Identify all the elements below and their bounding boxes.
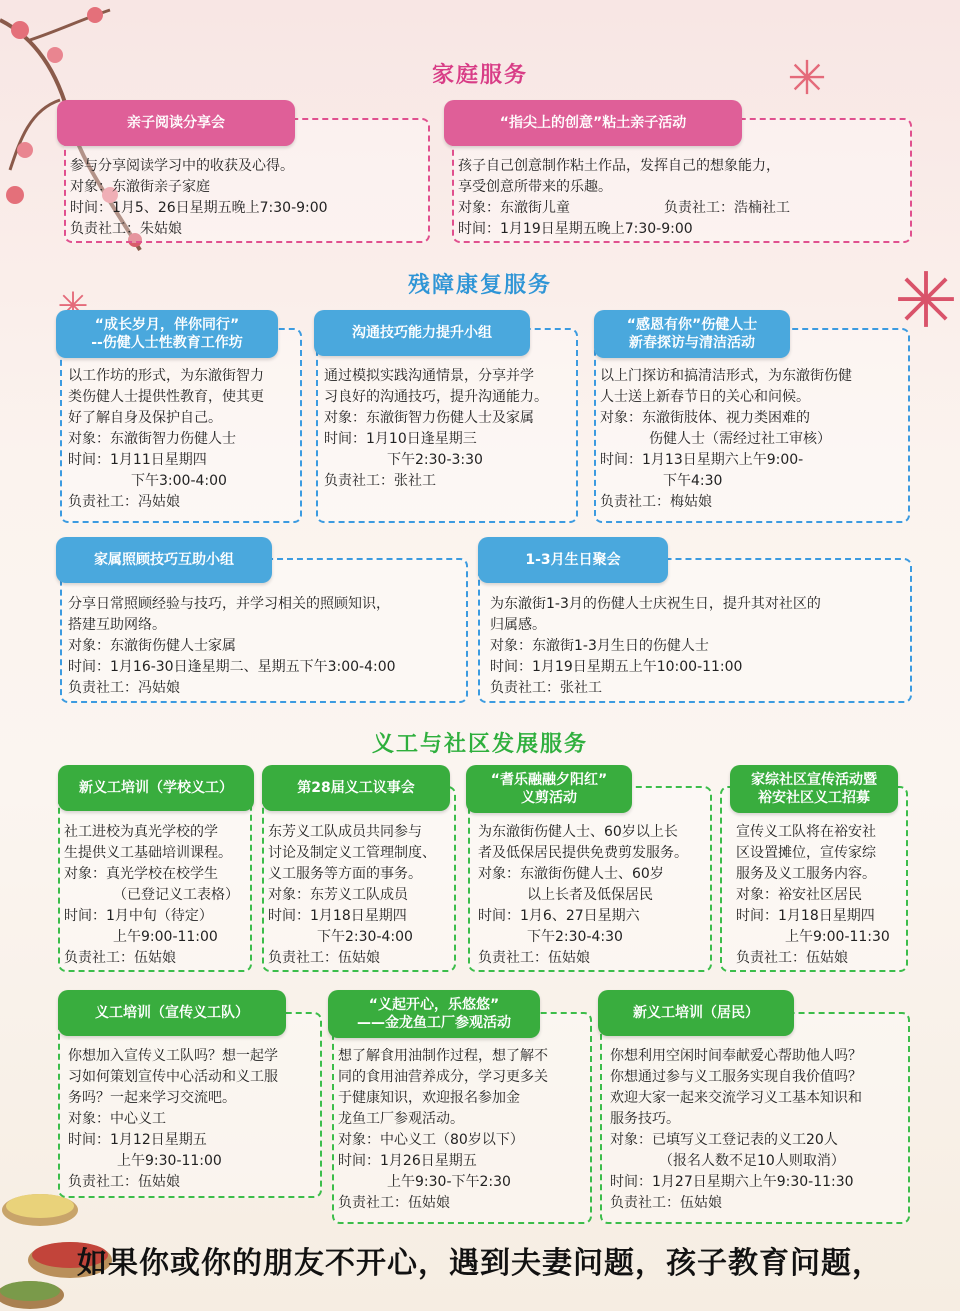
card-body: 为东澈街伤健人士、60岁以上长 者及低保居民提供免费剪发服务。 对象：东澈街伤健人士、60岁 以上长者及低保居民 时间：1月6、27日星期六 下午2:30-4:30 负责社工：伍姑娘	[478, 824, 688, 966]
card-title: “义起开心，乐悠悠” ——金龙鱼工厂参观活动	[328, 990, 540, 1038]
card-title: 家属照顾技巧互助小组	[56, 537, 272, 583]
section-title-volunteer: 义工与社区发展服务	[371, 732, 588, 757]
card-body: 孩子自己创意制作粘土作品，发挥自己的想象能力， 享受创意所带来的乐趣。 对象：东澈街儿童 负责社工：浩楠社工 时间：1月19日星期五晚上7:30-9:00	[458, 158, 790, 237]
card-title: 新义工培训（学校义工）	[58, 765, 254, 811]
card-body: 以工作坊的形式，为东澈街智力 类伤健人士提供性教育，使其更 好了解自身及保护自己。 对象：东澈街智力伤健人士 时间：1月11日星期四 下午3:00-4:00 负责社工：冯姑娘	[68, 368, 264, 510]
card-title: “感恩有你”伤健人士 新春探访与清洁活动	[594, 310, 790, 358]
card-body: 通过模拟实践沟通情景，分享并学 习良好的沟通技巧，提升沟通能力。 对象：东澈街智力伤健人士及家属 时间：1月10日逢星期三 下午2:30-3:30 负责社工：张社工	[324, 368, 548, 489]
card-title: 1-3月生日聚会	[478, 537, 668, 583]
card-body: 分享日常照顾经验与技巧，并学习相关的照顾知识， 搭建互助网络。 对象：东澈街伤健人士家属 时间：1月16-30日逢星期二、星期五下午3:00-4:00 负责社工：冯姑娘	[68, 596, 396, 696]
card-title: 亲子阅读分享会	[57, 100, 295, 146]
card-title: “成长岁月，伴你同行” --伤健人士性教育工作坊	[56, 310, 278, 358]
card-body: 参与分享阅读学习中的收获及心得。 对象：东澈街亲子家庭 时间：1月5、26日星期五晚上7:30-9:00 负责社工：朱姑娘	[70, 158, 328, 237]
card-title: “指尖上的创意”粘土亲子活动	[444, 100, 742, 146]
footer-message: 如果你或你的朋友不开心，遇到夫妻问题，孩子教育问题，	[77, 1246, 883, 1281]
card-title: 新义工培训（居民）	[598, 990, 794, 1036]
card-title: 第28届义工议事会	[262, 765, 450, 811]
card-title: 义工培训（宣传义工队）	[58, 990, 286, 1036]
card-body: 你想加入宣传义工队吗？想一起学 习如何策划宣传中心活动和义工服 务吗？一起来学习交流吧。 对象：中心义工 时间：1月12日星期五 上午9:30-11:00 负责社工：伍姑娘	[68, 1048, 278, 1190]
card-body: 东芳义工队成员共同参与 讨论及制定义工管理制度、 义工服务等方面的事务。 对象：东芳义工队成员 时间：1月18日星期四 下午2:30-4:00 负责社工：伍姑娘	[268, 824, 436, 966]
section-title-rehab: 残障康复服务	[407, 273, 552, 298]
card-title: “耆乐融融夕阳红” 义剪活动	[466, 765, 632, 813]
card-body: 为东澈街1-3月的伤健人士庆祝生日，提升其对社区的 归属感。 对象：东澈街1-3月生日的伤健人士 时间：1月19日星期五上午10:00-11:00 负责社工：张社工	[490, 596, 821, 696]
card-body: 宣传义工队将在裕安社 区设置摊位，宣传家综 服务及义工服务内容。 对象：裕安社区居民 时间：1月18日星期四 上午9:00-11:30 负责社工：伍姑娘	[736, 824, 890, 966]
card-title: 家综社区宣传活动暨 裕安社区义工招募	[730, 765, 898, 813]
card-body: 社工进校为真光学校的学 生提供义工基础培训课程。 对象：真光学校在校学生 （已登记义工表格） 时间：1月中旬（待定） 上午9:00-11:00 负责社工：伍姑娘	[64, 824, 239, 966]
card-body: 想了解食用油制作过程，想了解不 同的食用油营养成分，学习更多关 于健康知识，欢迎报名参加金 龙鱼工厂参观活动。 对象：中心义工（80岁以下） 时间：1月26日星期五 上午9:30-下午2:30 负责社工：伍姑娘	[338, 1048, 548, 1211]
section-title-family: 家庭服务	[431, 63, 528, 88]
card-body: 你想利用空闲时间奉献爱心帮助他人吗？ 你想通过参与义工服务实现自我价值吗？ 欢迎大家一起来交流学习义工基本知识和 服务技巧。 对象：已填写义工登记表的义工20人 （报名人数不足10人则取消） 时间：1月27日星期六上午9:30-11:30 负责社工：伍姑娘	[610, 1048, 862, 1211]
card-body: 以上门探访和搞清洁形式，为东澈街伤健 人士送上新春节日的关心和问候。 对象：东澈街肢体、视力类困难的 伤健人士（需经过社工审核） 时间：1月13日星期六上午9:00- 下午4:30 负责社工：梅姑娘	[600, 368, 852, 510]
card-title: 沟通技巧能力提升小组	[314, 310, 530, 356]
